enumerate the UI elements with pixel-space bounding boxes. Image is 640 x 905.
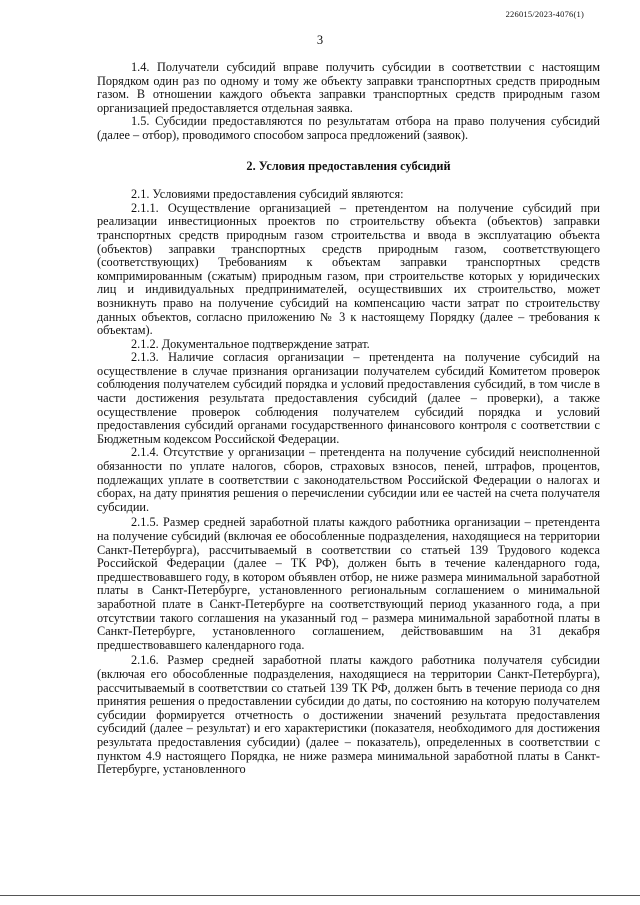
- section-heading: 2. Условия предоставления субсидий: [246, 158, 451, 173]
- paragraph-2-1-2: 2.1.2. Документальное подтверждение затрат.: [131, 336, 370, 351]
- paragraph-1-4: 1.4. Получатели субсидий вправе получить субсидии в соответствии с настоящим Порядком один раз по одному и тому же объекту заправки транспортных средств природным газом. В отношении каждого объекта заправки транспортных средств природным газом организацией предоставляется отдельная заявка.: [97, 60, 600, 115]
- paragraph-2-1-6: 2.1.6. Размер средней заработной платы каждого работника получателя субсидии (включая его обособленные подразделения, находящиеся на территории Санкт-Петербурга), рассчитываемый в соответствии со статьей 139 ТК РФ, должен быть в течение периода со дня принятия решения о предоставлении субсидии до даты, по состоянию на которую получателем субсидии формируется отчетность о достижении значений результата предоставления субсидий (далее – результат) и его характеристики (показателя, необходимого для достижения результата предоставления субсидии) (далее – показатель), определенных в соответствии с пунктом 4.9 настоящего Порядка, не ниже размера минимальной заработной платы в Санкт-Петербурге, установленного: [97, 653, 600, 777]
- paragraph-2-1-4: 2.1.4. Отсутствие у организации – претендента на получение субсидий неисполненной обязанности по уплате налогов, сборов, страховых взносов, пеней, штрафов, процентов, подлежащих уплате в соответствии с законодательством Российской Федерации о налогах и сборах, на дату принятия решения о перечислении субсидии или ее частей на счета получателя субсидии.: [97, 445, 600, 514]
- paragraph-2-1-5: 2.1.5. Размер средней заработной платы каждого работника организации – претендента на получение субсидий (включая ее обособленные подразделения, находящиеся на территории Санкт-Петербурга), рассчитываемый в соответствии со статьей 139 Трудового кодекса Российской Федерации (далее – ТК РФ), должен быть в течение календарного года, предшествовавшего году, в котором объявлен отбор, не ниже размера минимальной заработной платы в Санкт-Петербурге, установленного региональным соглашением о минимальной заработной плате в Санкт-Петербурге на соответствующий период указанного года, а при отсутствии такого соглашения на указанный год – размера минимальной заработной платы в Санкт-Петербурге, установленного соглашением, действовавшим на 31 декабря предшествовавшего календарного года.: [97, 515, 600, 652]
- paragraph-2-1-1: 2.1.1. Осуществление организацией – претендентом на получение субсидий при реализации инвестиционных проектов по строительству объекта (объектов) заправки транспортных средств природным газом строительства и ввода в эксплуатацию объекта (объектов) заправки транспортных средств природным газом, соответствующего (соответствующих) Требованиям к объектам заправки транспортных средств компримированным (сжатым) природным газом, при строительстве которых у юридических лиц и индивидуальных предпринимателей, осуществивших их строительство, может возникнуть право на получение субсидий на компенсацию части затрат по строительству данных объектов, согласно приложению № 3 к настоящему Порядку (далее – требования к объектам).: [97, 200, 600, 338]
- document-body: [97, 61, 600, 777]
- page-bottom-rule: [0, 895, 640, 896]
- page-number: 3: [316, 33, 324, 47]
- paragraph-2-1-3: 2.1.3. Наличие согласия организации – претендента на получение субсидий на осуществление в случае признания организации получателем субсидий Комитетом проверок соблюдения получателем субсидий порядка и условий предоставления субсидий, в том числе в части достижения результата предоставления субсидий (далее – проверки), а также осуществление проверок соблюдения получателем субсидий порядка и условий предоставления субсидий органами государственного финансового контроля с соответствии с Бюджетным кодексом Российской Федерации.: [97, 350, 600, 446]
- paragraph-2-1: 2.1. Условиями предоставления субсидий являются:: [131, 187, 404, 202]
- paragraph-1-5: 1.5. Субсидии предоставляются по результатам отбора на право получения субсидий (далее – отбор), проводимого способом запроса предложений (заявок).: [97, 114, 600, 142]
- document-id: 226015/2023-4076(1): [505, 9, 584, 19]
